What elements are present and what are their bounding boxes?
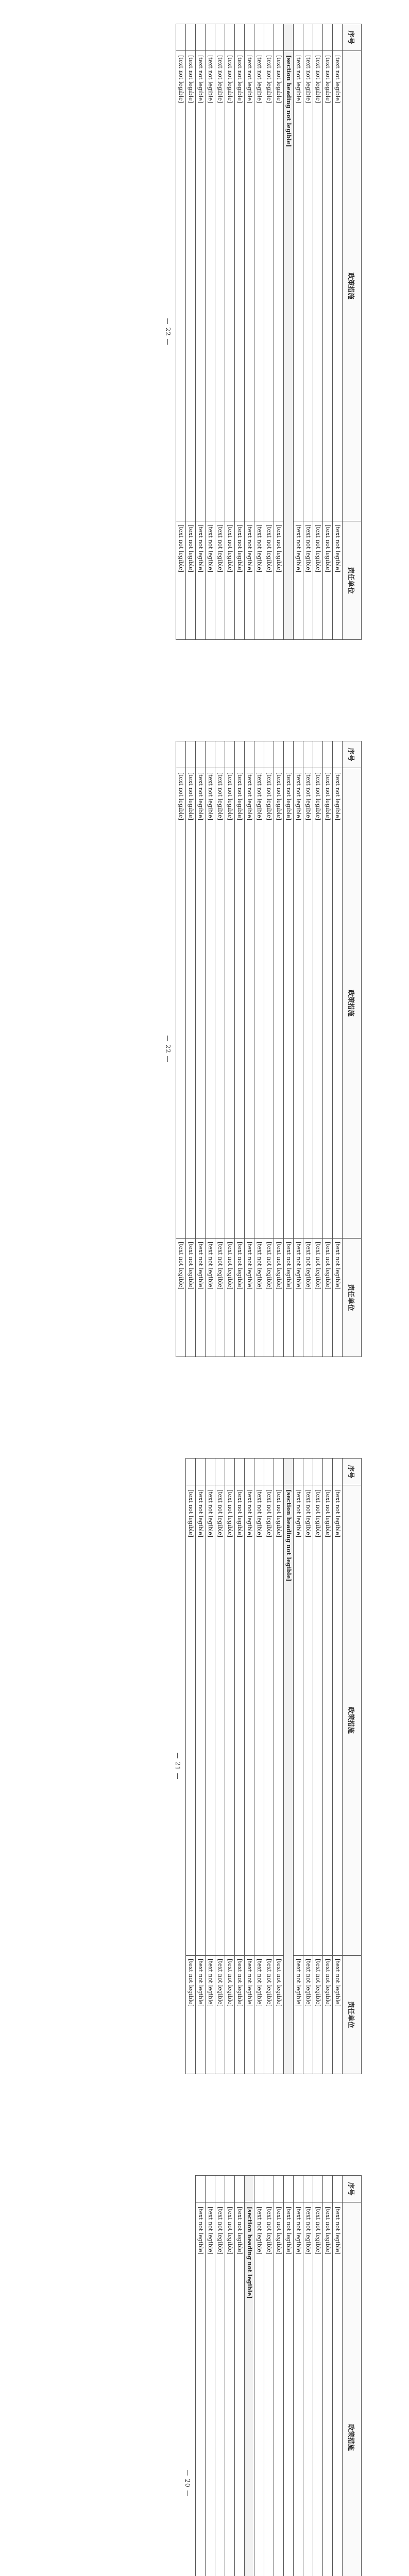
action-text: [text not legible]: [294, 2202, 303, 2576]
row-number: [264, 741, 274, 768]
unit-text: [text not legible]: [254, 521, 264, 640]
unit-text: [text not legible]: [294, 1239, 303, 1357]
row-number: [323, 741, 333, 768]
action-text: [text not legible]: [235, 1485, 245, 1956]
header-unit: 责任单位: [343, 521, 362, 640]
table-body: [186, 1459, 343, 2074]
table-row: [215, 741, 225, 1357]
row-number: [323, 2176, 333, 2202]
unit-text: [text not legible]: [196, 521, 206, 640]
action-text: [text not legible]: [333, 1485, 343, 1956]
action-text: [text not legible]: [196, 2202, 206, 2576]
action-text: [text not legible]: [303, 768, 313, 1239]
table-row: [274, 24, 284, 640]
row-number: [176, 741, 186, 768]
policy-table: [185, 1458, 362, 2074]
row-number: [313, 24, 323, 51]
table-row: [235, 741, 245, 1357]
row-number: [323, 24, 333, 51]
unit-text: [text not legible]: [235, 521, 245, 640]
table-row: [225, 24, 235, 640]
unit-text: [text not legible]: [186, 1956, 196, 2074]
table-row: [235, 1459, 245, 2074]
row-number: [264, 2176, 274, 2202]
table-row: [186, 741, 196, 1357]
row-number: [333, 741, 343, 768]
row-number: [294, 741, 303, 768]
row-number: [176, 24, 186, 51]
action-text: [text not legible]: [245, 768, 254, 1239]
unit-text: [text not legible]: [215, 1239, 225, 1357]
row-number: [245, 2176, 254, 2202]
unit-text: [text not legible]: [206, 1239, 215, 1357]
table-row: [196, 24, 206, 640]
unit-text: [text not legible]: [215, 1956, 225, 2074]
row-number: [206, 1459, 215, 1485]
table-row: [186, 1459, 196, 2074]
unit-text: [text not legible]: [235, 1956, 245, 2074]
row-number: [303, 741, 313, 768]
header-no: 序号: [343, 24, 362, 51]
table-row: [313, 1459, 323, 2074]
action-text: [text not legible]: [333, 51, 343, 521]
unit-text: [text not legible]: [196, 1956, 206, 2074]
unit-text: [text not legible]: [186, 1239, 196, 1357]
table-row: [196, 2176, 206, 2576]
action-text: [text not legible]: [206, 768, 215, 1239]
table-row: [254, 741, 264, 1357]
table-row: [303, 2176, 313, 2576]
row-number: [254, 24, 264, 51]
table-row: [245, 24, 254, 640]
row-number: [225, 741, 235, 768]
row-number: [333, 1459, 343, 1485]
table-body: [196, 2176, 343, 2576]
table-row: [333, 1459, 343, 2074]
row-number: [225, 2176, 235, 2202]
document-page: [36, 1449, 373, 2083]
table-row: [206, 1459, 215, 2074]
row-number: [254, 1459, 264, 1485]
unit-text: [text not legible]: [196, 1239, 206, 1357]
table-row: [294, 741, 303, 1357]
unit-text: [text not legible]: [245, 521, 254, 640]
table-row: [245, 741, 254, 1357]
section-heading: [section heading not legible]: [245, 2202, 254, 2576]
unit-text: [text not legible]: [323, 1956, 333, 2074]
table-row: [264, 2176, 274, 2576]
action-text: [text not legible]: [225, 51, 235, 521]
action-text: [text not legible]: [333, 768, 343, 1239]
table-row: [274, 2176, 284, 2576]
page-number: — 21 —: [174, 1752, 181, 1780]
action-text: [text not legible]: [176, 768, 186, 1239]
action-text: [text not legible]: [245, 1485, 254, 1956]
header-no: 序号: [343, 1459, 362, 1485]
section-row: [284, 24, 294, 640]
unit-text: [text not legible]: [215, 521, 225, 640]
action-text: [text not legible]: [186, 1485, 196, 1956]
header-no: 序号: [343, 2176, 362, 2202]
table-row: [176, 24, 186, 640]
table-row: [235, 24, 245, 640]
section-heading: [section heading not legible]: [284, 51, 294, 640]
table-row: [333, 741, 343, 1357]
unit-text: [text not legible]: [264, 1956, 274, 2074]
unit-text: [text not legible]: [254, 1239, 264, 1357]
page-number: — 22 —: [164, 318, 172, 346]
table-row: [303, 24, 313, 640]
row-number: [225, 24, 235, 51]
table-row: [313, 24, 323, 640]
table-row: [245, 1459, 254, 2074]
unit-text: [text not legible]: [333, 521, 343, 640]
action-text: [text not legible]: [225, 1485, 235, 1956]
table-row: [206, 24, 215, 640]
row-number: [225, 1459, 235, 1485]
table-row: [303, 1459, 313, 2074]
action-text: [text not legible]: [294, 1485, 303, 1956]
action-text: [text not legible]: [206, 1485, 215, 1956]
action-text: [text not legible]: [303, 2202, 313, 2576]
table-row: [264, 1459, 274, 2074]
unit-text: [text not legible]: [274, 1239, 284, 1357]
action-text: [text not legible]: [323, 2202, 333, 2576]
action-text: [text not legible]: [274, 1485, 284, 1956]
row-number: [294, 1459, 303, 1485]
row-number: [245, 741, 254, 768]
action-text: [text not legible]: [274, 51, 284, 521]
row-number: [303, 2176, 313, 2202]
table-row: [196, 741, 206, 1357]
table-row: [264, 24, 274, 640]
row-number: [245, 24, 254, 51]
action-text: [text not legible]: [323, 1485, 333, 1956]
action-text: [text not legible]: [215, 2202, 225, 2576]
unit-text: [text not legible]: [323, 521, 333, 640]
table-row: [323, 1459, 333, 2074]
table-row: [206, 2176, 215, 2576]
unit-text: [text not legible]: [264, 1239, 274, 1357]
table-row: [323, 24, 333, 640]
action-text: [text not legible]: [235, 51, 245, 521]
action-text: [text not legible]: [254, 1485, 264, 1956]
row-number: [333, 2176, 343, 2202]
row-number: [235, 741, 245, 768]
action-text: [text not legible]: [313, 51, 323, 521]
policy-table: [176, 741, 362, 1357]
row-number: [264, 24, 274, 51]
policy-table: [195, 2175, 362, 2576]
unit-text: [text not legible]: [176, 521, 186, 640]
action-text: [text not legible]: [206, 51, 215, 521]
row-number: [215, 2176, 225, 2202]
unit-text: [text not legible]: [284, 1239, 294, 1357]
action-text: [text not legible]: [313, 2202, 323, 2576]
row-number: [333, 24, 343, 51]
action-text: [text not legible]: [196, 1485, 206, 1956]
row-number: [303, 24, 313, 51]
action-text: [text not legible]: [215, 768, 225, 1239]
table-row: [284, 2176, 294, 2576]
row-number: [313, 2176, 323, 2202]
action-text: [text not legible]: [235, 768, 245, 1239]
row-number: [215, 741, 225, 768]
table-body: [176, 24, 343, 640]
row-number: [186, 741, 196, 768]
table-row: [313, 741, 323, 1357]
unit-text: [text not legible]: [313, 1239, 323, 1357]
action-text: [text not legible]: [254, 768, 264, 1239]
action-text: [text not legible]: [196, 768, 206, 1239]
action-text: [text not legible]: [245, 51, 254, 521]
row-number: [284, 1459, 294, 1485]
unit-text: [text not legible]: [206, 521, 215, 640]
unit-text: [text not legible]: [294, 521, 303, 640]
unit-text: [text not legible]: [303, 1239, 313, 1357]
row-number: [215, 1459, 225, 1485]
row-number: [196, 741, 206, 768]
action-text: [text not legible]: [264, 51, 274, 521]
table-row: [215, 24, 225, 640]
row-number: [206, 741, 215, 768]
table-row: [333, 2176, 343, 2576]
unit-text: [text not legible]: [225, 521, 235, 640]
unit-text: [text not legible]: [186, 521, 196, 640]
row-number: [274, 2176, 284, 2202]
unit-text: [text not legible]: [235, 1239, 245, 1357]
action-text: [text not legible]: [313, 768, 323, 1239]
table-row: [294, 2176, 303, 2576]
page-number: — 20 —: [184, 2469, 191, 2497]
action-text: [text not legible]: [323, 768, 333, 1239]
table-header-row: [343, 741, 362, 1357]
header-action: 政策措施: [343, 1485, 362, 1956]
header-unit: 责任单位: [343, 1239, 362, 1357]
table-row: [333, 24, 343, 640]
header-action: 政策措施: [343, 768, 362, 1239]
action-text: [text not legible]: [254, 2202, 264, 2576]
policy-table: [176, 24, 362, 640]
header-action: 政策措施: [343, 51, 362, 521]
header-unit: 责任单位: [343, 1956, 362, 2074]
row-number: [284, 2176, 294, 2202]
action-text: [text not legible]: [264, 2202, 274, 2576]
table-row: [176, 741, 186, 1357]
unit-text: [text not legible]: [264, 521, 274, 640]
document-page: [36, 732, 373, 1366]
unit-text: [text not legible]: [176, 1239, 186, 1357]
table-row: [215, 1459, 225, 2074]
action-text: [text not legible]: [254, 51, 264, 521]
row-number: [186, 1459, 196, 1485]
row-number: [196, 1459, 206, 1485]
row-number: [303, 1459, 313, 1485]
action-text: [text not legible]: [186, 768, 196, 1239]
unit-text: [text not legible]: [225, 1239, 235, 1357]
action-text: [text not legible]: [264, 1485, 274, 1956]
action-text: [text not legible]: [303, 1485, 313, 1956]
unit-text: [text not legible]: [225, 1956, 235, 2074]
action-text: [text not legible]: [215, 51, 225, 521]
unit-text: [text not legible]: [313, 521, 323, 640]
action-text: [text not legible]: [215, 1485, 225, 1956]
table-row: [225, 2176, 235, 2576]
action-text: [text not legible]: [176, 51, 186, 521]
table-header-row: [343, 1459, 362, 2074]
row-number: [284, 741, 294, 768]
table-row: [284, 741, 294, 1357]
row-number: [254, 2176, 264, 2202]
table-row: [206, 741, 215, 1357]
table-row: [225, 741, 235, 1357]
row-number: [323, 1459, 333, 1485]
row-number: [264, 1459, 274, 1485]
table-row: [323, 741, 333, 1357]
row-number: [284, 24, 294, 51]
row-number: [235, 2176, 245, 2202]
action-text: [text not legible]: [294, 768, 303, 1239]
action-text: [text not legible]: [274, 768, 284, 1239]
row-number: [245, 1459, 254, 1485]
table-row: [264, 741, 274, 1357]
unit-text: [text not legible]: [245, 1956, 254, 2074]
unit-text: [text not legible]: [313, 1956, 323, 2074]
unit-text: [text not legible]: [323, 1239, 333, 1357]
unit-text: [text not legible]: [274, 521, 284, 640]
action-text: [text not legible]: [333, 2202, 343, 2576]
unit-text: [text not legible]: [254, 1956, 264, 2074]
document-page: [36, 14, 373, 649]
action-text: [text not legible]: [235, 2202, 245, 2576]
unit-text: [text not legible]: [245, 1239, 254, 1357]
row-number: [274, 1459, 284, 1485]
unit-text: [text not legible]: [333, 1239, 343, 1357]
table-row: [215, 2176, 225, 2576]
action-text: [text not legible]: [323, 51, 333, 521]
action-text: [text not legible]: [303, 51, 313, 521]
section-row: [245, 2176, 254, 2576]
action-text: [text not legible]: [225, 2202, 235, 2576]
table-row: [323, 2176, 333, 2576]
row-number: [196, 2176, 206, 2202]
row-number: [294, 24, 303, 51]
table-header-row: [343, 24, 362, 640]
unit-text: [text not legible]: [206, 1956, 215, 2074]
row-number: [235, 24, 245, 51]
row-number: [313, 741, 323, 768]
row-number: [274, 24, 284, 51]
table-body: [176, 741, 343, 1357]
header-no: 序号: [343, 741, 362, 768]
table-row: [254, 24, 264, 640]
header-action: 政策措施: [343, 2202, 362, 2576]
row-number: [196, 24, 206, 51]
table-row: [186, 24, 196, 640]
table-row: [274, 741, 284, 1357]
action-text: [text not legible]: [196, 51, 206, 521]
table-row: [274, 1459, 284, 2074]
action-text: [text not legible]: [313, 1485, 323, 1956]
unit-text: [text not legible]: [303, 521, 313, 640]
action-text: [text not legible]: [284, 768, 294, 1239]
action-text: [text not legible]: [206, 2202, 215, 2576]
action-text: [text not legible]: [274, 2202, 284, 2576]
table-row: [303, 741, 313, 1357]
table-row: [313, 2176, 323, 2576]
row-number: [254, 741, 264, 768]
table-row: [235, 2176, 245, 2576]
action-text: [text not legible]: [294, 51, 303, 521]
table-row: [225, 1459, 235, 2074]
unit-text: [text not legible]: [274, 1956, 284, 2074]
unit-text: [text not legible]: [294, 1956, 303, 2074]
action-text: [text not legible]: [264, 768, 274, 1239]
unit-text: [text not legible]: [333, 1956, 343, 2074]
row-number: [206, 2176, 215, 2202]
table-row: [294, 24, 303, 640]
table-row: [254, 1459, 264, 2074]
row-number: [313, 1459, 323, 1485]
row-number: [215, 24, 225, 51]
action-text: [text not legible]: [225, 768, 235, 1239]
table-header-row: [343, 2176, 362, 2576]
row-number: [274, 741, 284, 768]
row-number: [186, 24, 196, 51]
document-page: [36, 2166, 373, 2576]
table-row: [254, 2176, 264, 2576]
row-number: [294, 2176, 303, 2202]
table-row: [196, 1459, 206, 2074]
table-row: [294, 1459, 303, 2074]
section-row: [284, 1459, 294, 2074]
unit-text: [text not legible]: [303, 1956, 313, 2074]
section-heading: [section heading not legible]: [284, 1485, 294, 2074]
row-number: [206, 24, 215, 51]
row-number: [235, 1459, 245, 1485]
action-text: [text not legible]: [186, 51, 196, 521]
page-number: — 22 —: [164, 1035, 172, 1063]
action-text: [text not legible]: [284, 2202, 294, 2576]
